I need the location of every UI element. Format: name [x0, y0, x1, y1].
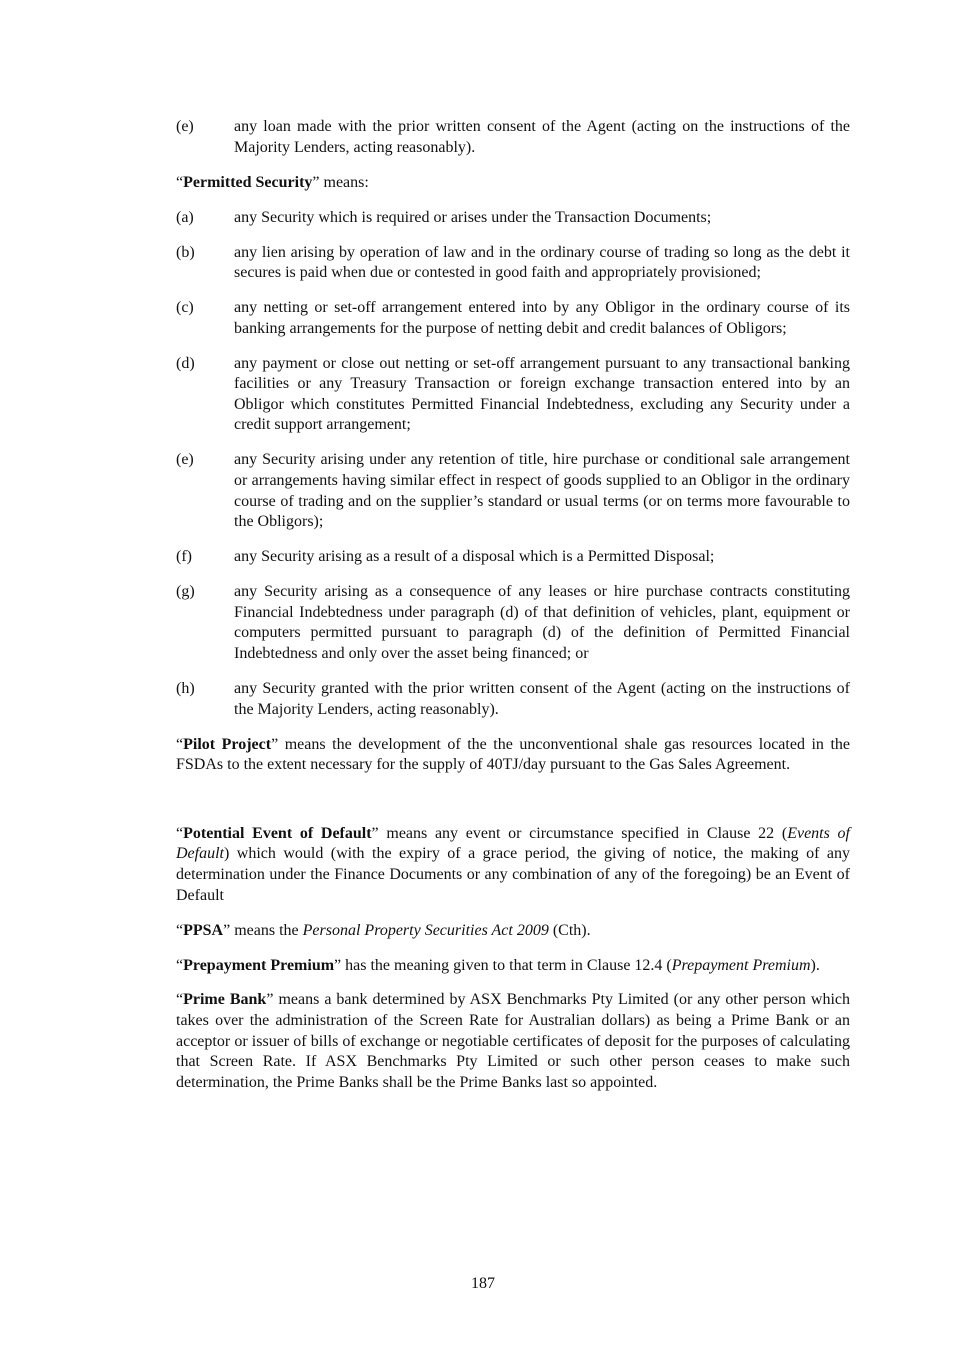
item-label: (e): [176, 118, 194, 135]
item-text: any Security granted with the prior written consent of the Agent (acting on the instructions of the Majority Lenders, acting reasonably).: [234, 679, 850, 718]
defined-term: Pilot Project: [183, 735, 272, 753]
defined-term: Permitted Security: [183, 173, 313, 191]
item-label: (g): [176, 583, 195, 601]
item-text: any Security arising under any retention of title, hire purchase or conditional sale arrangement or arrangements having similar effect in respect of goods supplied to an Obligor in the ordinary course of trading and on the supplier’s standard or usual terms (or on terms more favourable to the Obligors);: [234, 451, 850, 531]
item-label: (a): [176, 208, 194, 226]
definition-permitted-security: “Permitted Security” means:: [176, 173, 369, 191]
defined-term: Potential Event of Default: [183, 824, 372, 842]
permitted-security-item-b: [176, 243, 850, 284]
permitted-security-item-c: [176, 298, 850, 339]
item-text: any payment or close out netting or set-off arrangement pursuant to any transactional banking facilities or any Treasury Transaction or foreign exchange transaction entered into by an Obligor which constitutes Permitted Financial Indebtedness, excluding any Security under a credit support arrangement;: [234, 354, 850, 434]
item-label: (c): [176, 299, 194, 317]
permitted-security-item-d: [176, 354, 850, 436]
item-text: any Security arising as a result of a disposal which is a Permitted Disposal;: [234, 548, 715, 566]
page-number: 187: [471, 1275, 495, 1292]
definition-potential-event-of-default: “Potential Event of Default” means any event or circumstance specified in Clause 22 (Events of Default) which would (with the expiry of a grace period, the giving of notice, the making of any determination under the Finance Documents or any combination of any of the foregoing) be an Event of Default: [176, 824, 850, 904]
item-label: (f): [176, 548, 192, 566]
permitted-security-item-a: [176, 208, 850, 229]
item-label: (e): [176, 451, 194, 469]
defined-term: Prime Bank: [183, 991, 267, 1009]
item-text: any lien arising by operation of law and in the ordinary course of trading so long as the debt it secures is paid when due or contested in good faith and appropriately provisioned;: [234, 243, 850, 282]
permitted-security-item-f: [176, 547, 850, 568]
permitted-security-item-h: [176, 679, 850, 720]
definition-prime-bank: “Prime Bank” means a bank determined by ASX Benchmarks Pty Limited (or any other person which takes over the administration of the Screen Rate for Australian dollars) as being a Prime Bank or an acceptor or issuer of bills of exchange or negotiable certificates of deposit for the purposes of calculating that Screen Rate. If ASX Benchmarks Pty Limited or such other person ceases to make such determination, the Prime Banks shall be the Prime Banks last so appointed.: [176, 991, 851, 1091]
act-title: Personal Property Securities Act 2009: [302, 921, 549, 939]
item-text: any Security which is required or arises under the Transaction Documents;: [234, 208, 712, 226]
clause-reference: Events of Default: [176, 824, 850, 863]
definition-pilot-project: “Pilot Project” means the development of the the unconventional shale gas resources located in the FSDAs to the extent necessary for the supply of 40TJ/day pursuant to the Gas Sales Agreement.: [176, 735, 850, 774]
defined-term: PPSA: [183, 921, 224, 939]
defined-term: Prepayment Premium: [183, 956, 335, 974]
item-text: any Security arising as a consequence of any leases or hire purchase contracts constituting Financial Indebtedness under paragraph (d) of that definition of vehicles, plant, equipment or computers permitted pursuant to paragraph (d) of the definition of Permitted Financial Indebtedness and only over the asset being financed; or: [234, 583, 850, 662]
item-label: (d): [176, 354, 195, 372]
loan-item-e: [176, 117, 850, 158]
item-text: any netting or set-off arrangement entered into by any Obligor in the ordinary course of its banking arrangements for the purpose of netting debit and credit balances of Obligors;: [234, 299, 850, 337]
item-text: any loan made with the prior written consent of the Agent (acting on the instructions of the Majority Lenders, acting reasonably).: [234, 118, 850, 156]
clause-reference: Prepayment Premium: [671, 956, 811, 974]
permitted-security-item-g: [176, 582, 850, 664]
definition-prepayment-premium: “Prepayment Premium” has the meaning given to that term in Clause 12.4 (Prepayment Premium).: [176, 956, 820, 974]
permitted-security-item-e: [176, 450, 850, 532]
item-label: (b): [176, 243, 195, 261]
item-label: (h): [176, 679, 195, 697]
definition-ppsa: “PPSA” means the Personal Property Securities Act 2009 (Cth).: [176, 921, 591, 939]
document-page: [176, 117, 850, 1108]
